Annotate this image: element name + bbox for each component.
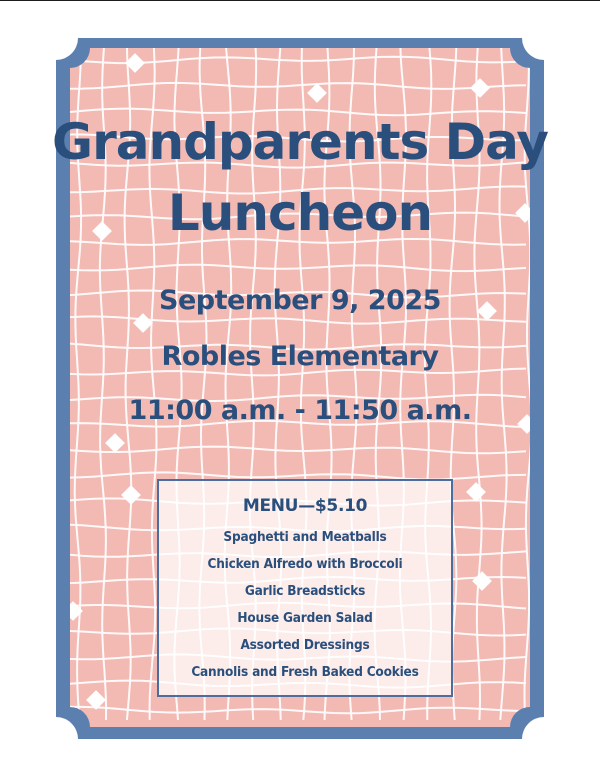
menu-heading: MENU—$5.10 <box>242 496 368 516</box>
event-school: Robles Elementary <box>161 341 439 372</box>
menu-item: Garlic Breadsticks <box>244 583 366 599</box>
menu-item: Chicken Alfredo with Broccoli <box>207 556 403 572</box>
title-line-1: Grandparents Day <box>52 113 548 171</box>
menu-item: Spaghetti and Meatballs <box>223 529 387 545</box>
event-time: 11:00 a.m. - 11:50 a.m. <box>128 395 472 426</box>
menu-item: Cannolis and Fresh Baked Cookies <box>191 664 419 680</box>
menu-list <box>159 524 451 686</box>
menu-item: Assorted Dressings <box>240 637 370 653</box>
menu-box <box>157 479 453 697</box>
title-line-2: Luncheon <box>167 184 433 242</box>
event-date: September 9, 2025 <box>159 285 441 316</box>
menu-item: House Garden Salad <box>237 610 373 626</box>
